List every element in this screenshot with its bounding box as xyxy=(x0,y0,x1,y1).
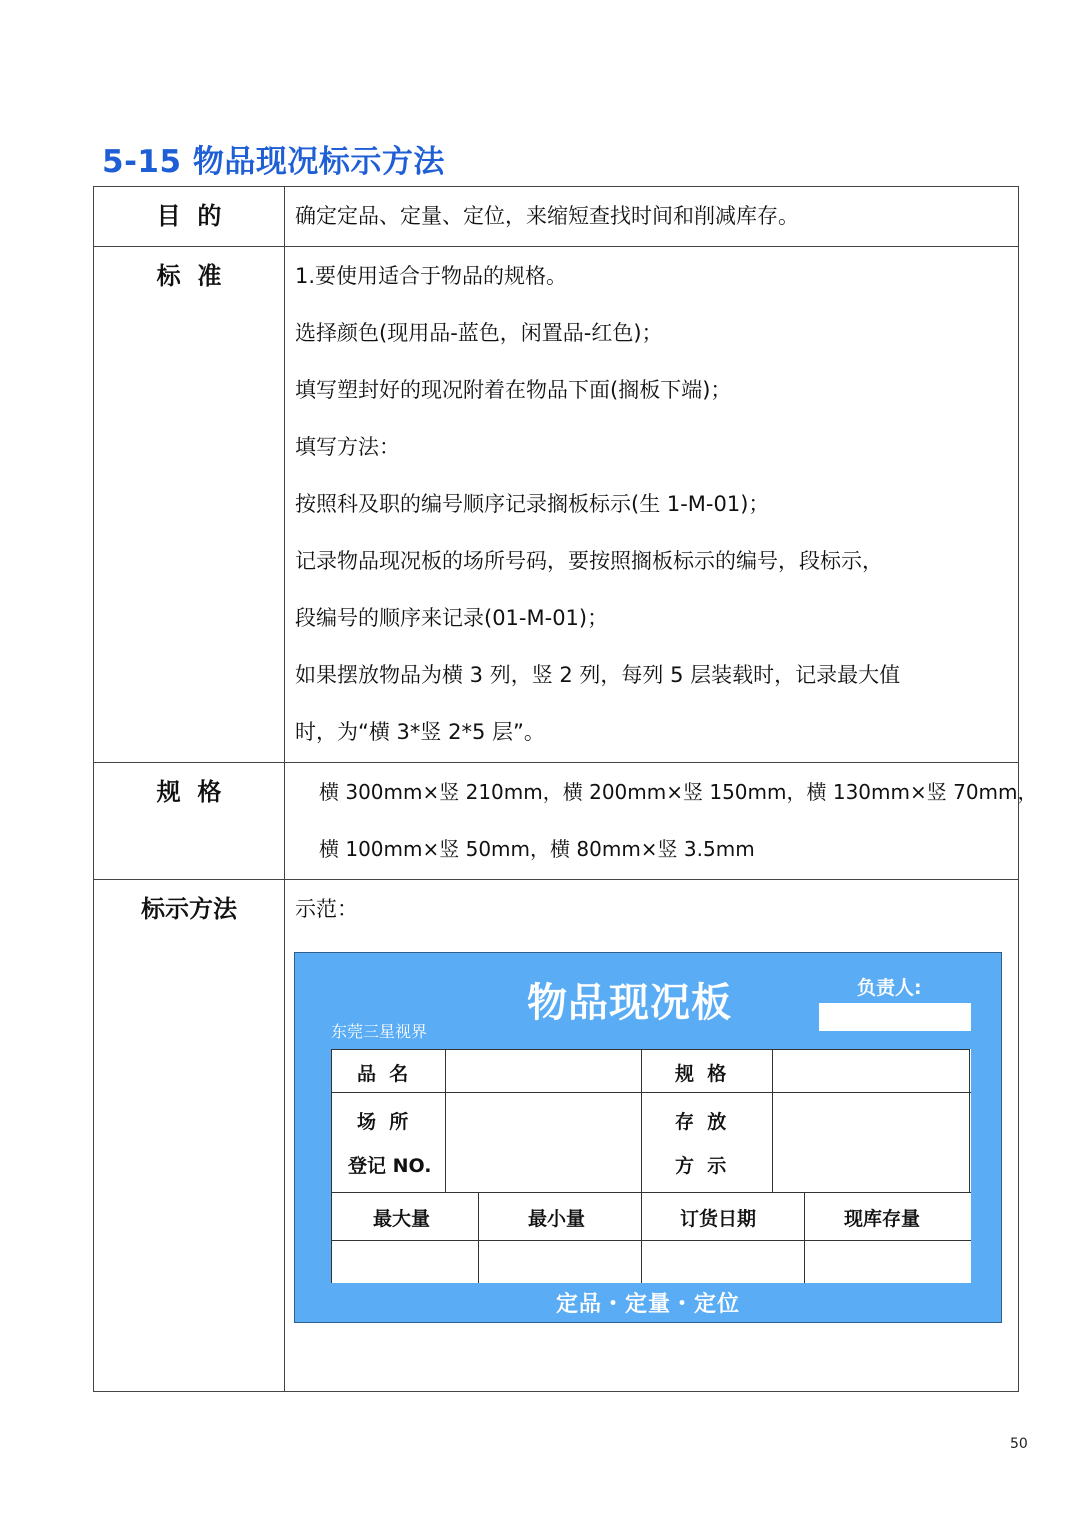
grid-line xyxy=(804,1192,805,1283)
board-company: 东莞三星视界 xyxy=(331,1022,428,1041)
page-title: 5-15 物品现况标示方法 xyxy=(102,144,445,180)
grid-line xyxy=(331,1049,332,1283)
spec-line: 横 300mm×竖 210mm，横 200mm×竖 150mm，横 130mm×竖 70mm， xyxy=(319,780,1038,804)
purpose-content-cell xyxy=(285,187,1019,247)
board-title: 物品现况板 xyxy=(527,980,732,1026)
grid-line xyxy=(641,1049,642,1283)
grid-line xyxy=(331,1049,969,1050)
grid-line xyxy=(331,1192,971,1193)
grid-line xyxy=(331,1092,971,1093)
purpose-label-cell xyxy=(94,187,285,247)
grid-line xyxy=(772,1049,773,1192)
purpose-row xyxy=(94,187,1019,247)
board-footer: 定品・定量・定位 xyxy=(555,1292,740,1317)
spec-label-cell xyxy=(94,763,285,880)
field-storage-label: 存 放 xyxy=(675,1111,727,1133)
grid-line xyxy=(478,1192,479,1283)
purpose-text: 确定定品、定量、定位，来缩短查找时间和削减库存。 xyxy=(295,204,799,228)
field-place-label: 场 所 xyxy=(357,1111,409,1133)
spec-line: 横 100mm×竖 50mm，横 80mm×竖 3.5mm xyxy=(319,837,755,861)
standard-label: 标 准 xyxy=(156,262,222,290)
grid-line xyxy=(445,1049,446,1192)
status-board-sample xyxy=(294,952,1002,1323)
standard-line: 1.要使用适合于物品的规格。 xyxy=(295,264,568,288)
standard-line: 记录物品现况板的场所号码，要按照搁板标示的编号，段标示， xyxy=(295,549,883,573)
spec-content-cell xyxy=(285,763,1038,880)
grid-line xyxy=(331,1240,971,1241)
board-grid xyxy=(331,1049,971,1283)
field-regno-label: 登记 NO. xyxy=(348,1155,432,1177)
standard-line: 按照科及职的编号顺序记录搁板标示(生 1-M-01)； xyxy=(295,492,770,516)
field-spec-label: 规 格 xyxy=(675,1063,727,1085)
field-min-qty-label: 最小量 xyxy=(528,1208,586,1230)
field-order-date-label: 订货日期 xyxy=(680,1208,757,1230)
board-owner-label: 负责人: xyxy=(857,977,922,999)
field-method-label: 方 示 xyxy=(675,1155,727,1177)
standard-row xyxy=(94,247,1019,763)
page-number: 50 xyxy=(1010,1436,1028,1452)
spec-row xyxy=(94,763,1019,880)
field-stock-qty-label: 现库存量 xyxy=(844,1208,921,1230)
method-text: 示范： xyxy=(295,897,358,921)
spec-label: 规 格 xyxy=(156,778,222,806)
standard-line: 填写方法： xyxy=(295,435,400,459)
board-owner-field xyxy=(819,1003,971,1031)
grid-line xyxy=(969,1049,970,1192)
method-label-cell xyxy=(94,880,285,1392)
method-label: 标示方法 xyxy=(141,895,237,923)
standard-line: 段编号的顺序来记录(01-M-01)； xyxy=(295,606,609,630)
field-max-qty-label: 最大量 xyxy=(373,1208,431,1230)
standard-label-cell xyxy=(94,247,285,763)
field-name-label: 品 名 xyxy=(357,1063,409,1085)
standard-line: 时，为“横 3*竖 2*5 层”。 xyxy=(295,720,545,744)
purpose-label: 目 的 xyxy=(156,202,222,230)
standard-content-cell xyxy=(285,247,1019,763)
standard-line: 如果摆放物品为横 3 列，竖 2 列，每列 5 层装载时，记录最大值 xyxy=(295,663,901,687)
standard-line: 选择颜色(现用品-蓝色，闲置品-红色)； xyxy=(295,321,663,345)
standard-line: 填写塑封好的现况附着在物品下面(搁板下端)； xyxy=(295,378,732,402)
